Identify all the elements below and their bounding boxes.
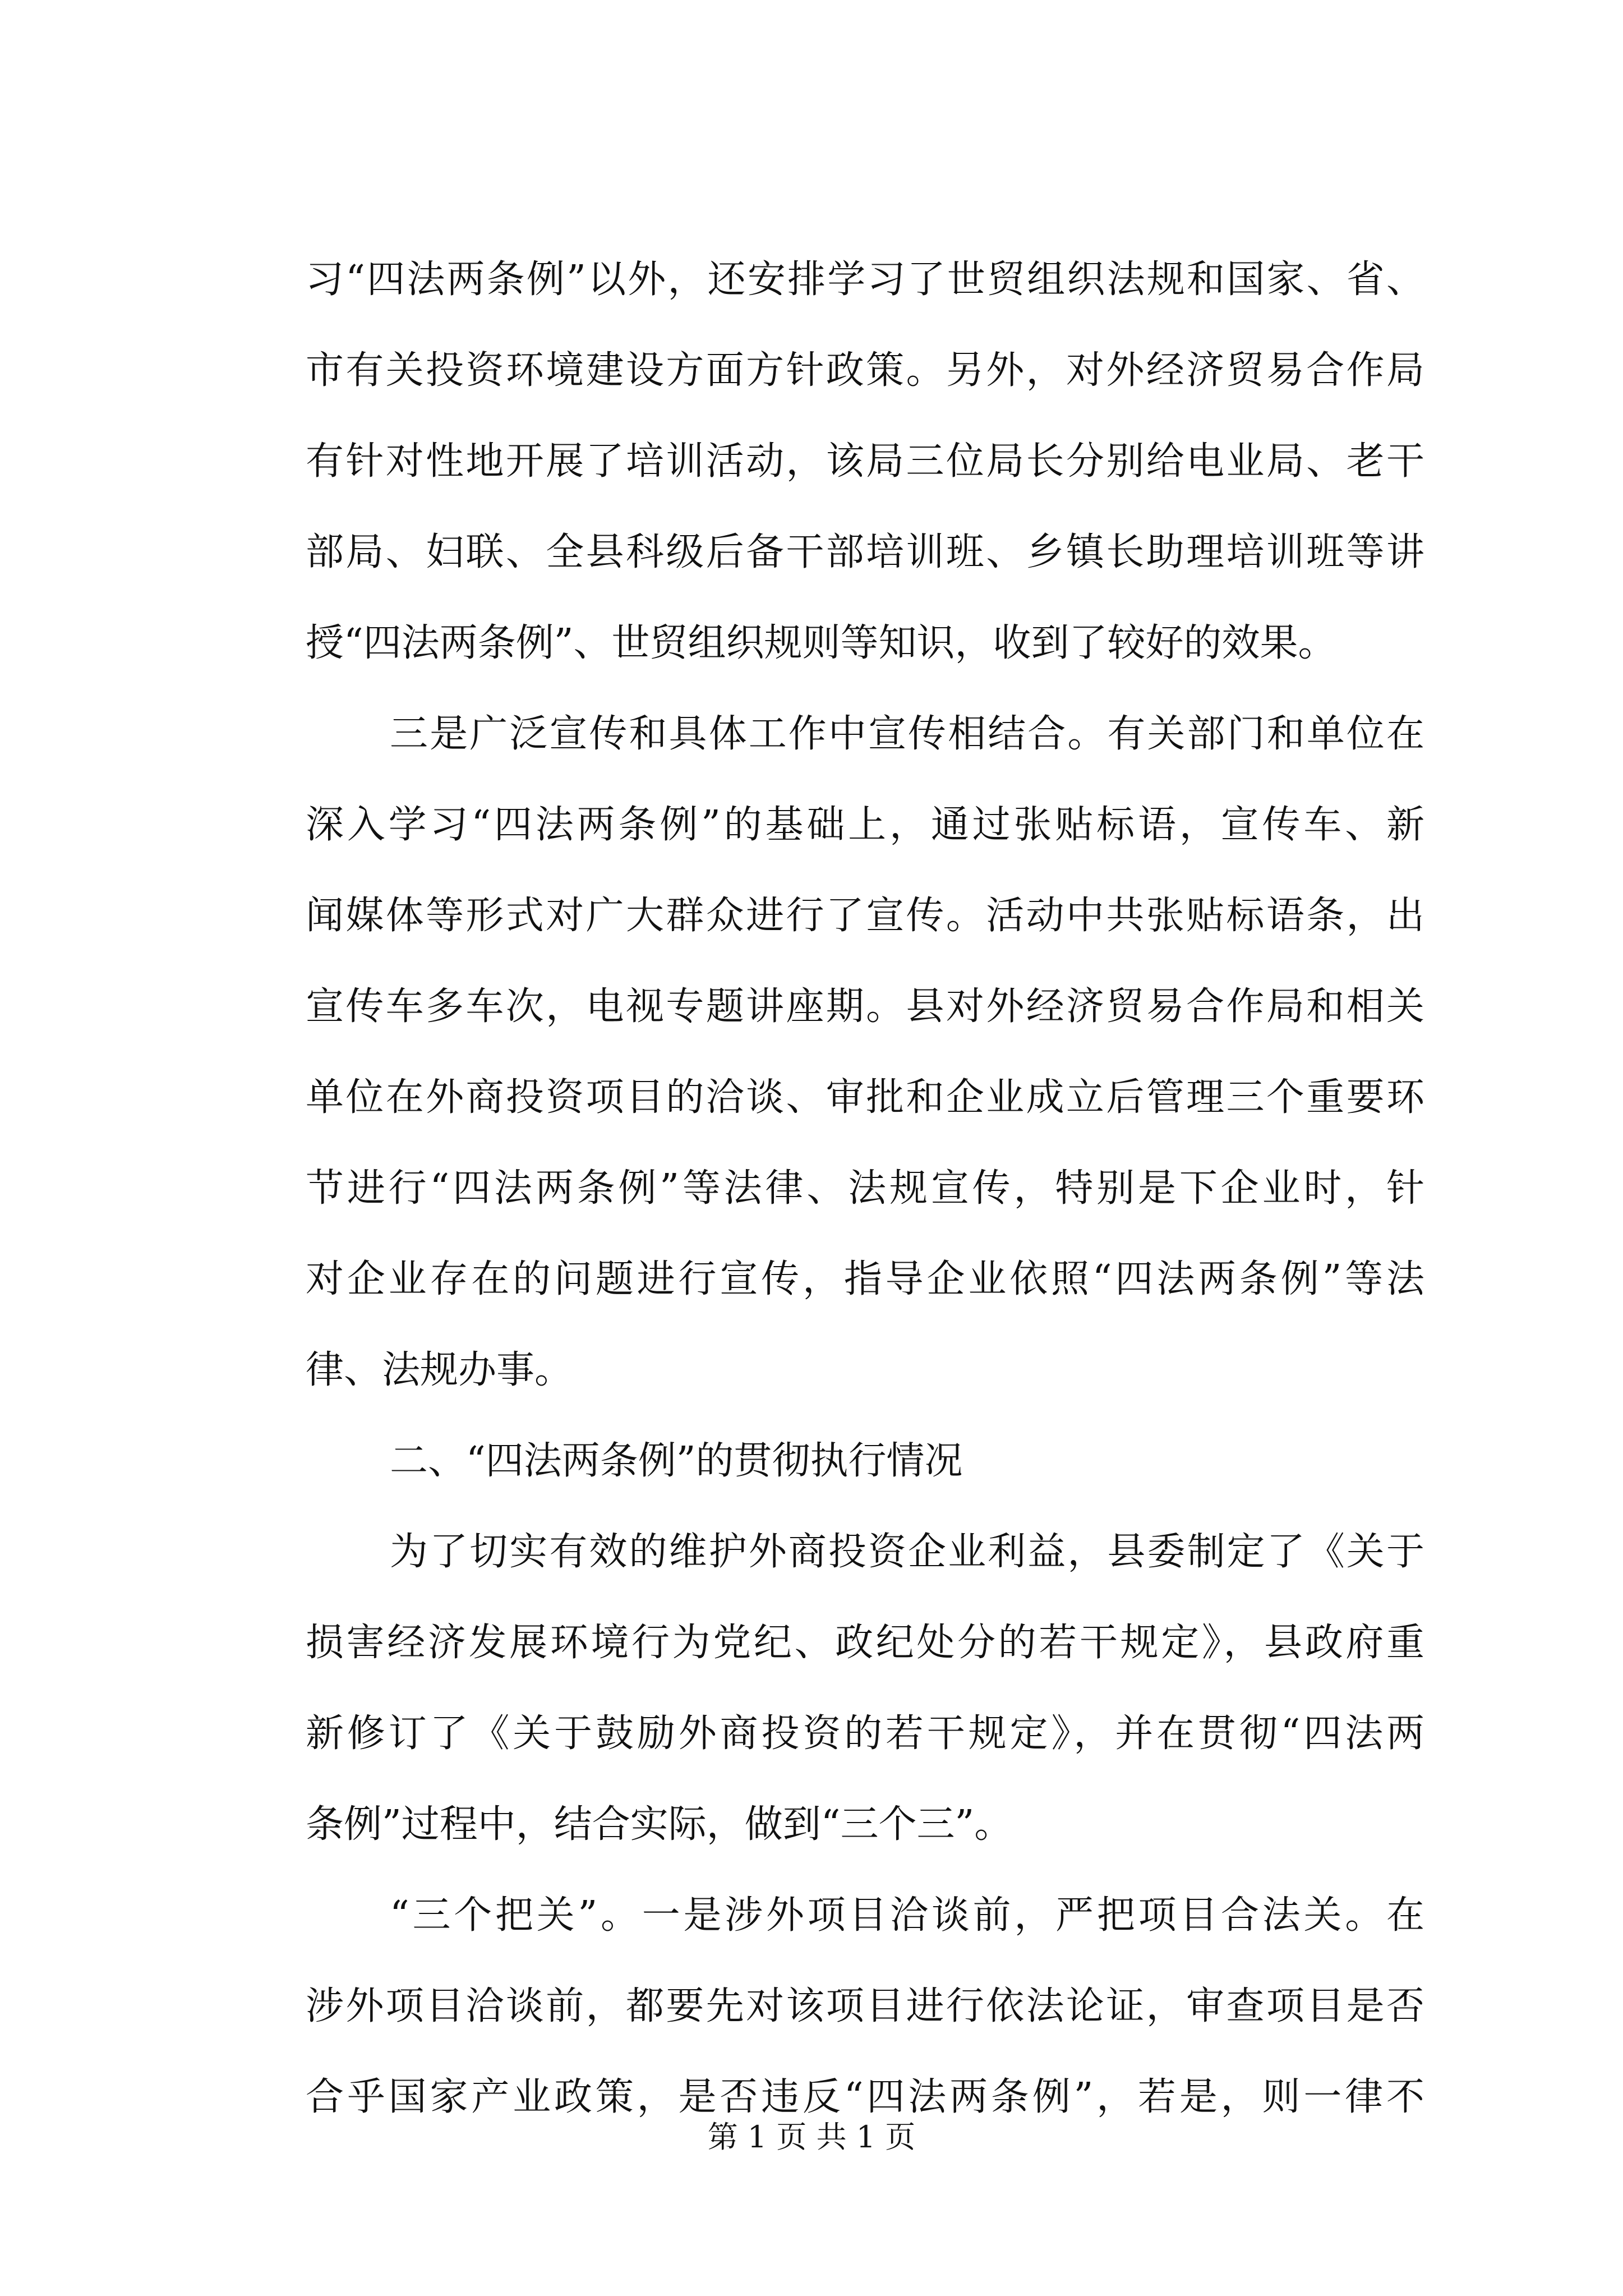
text-line: 新修订了《关于鼓励外商投资的若干规定》，并在贯彻“四法两: [306, 1711, 1424, 1756]
document-body: [306, 234, 1424, 2143]
text-line: 合乎国家产业政策，是否违反“四法两条例”，若是，则一律不: [306, 2075, 1424, 2119]
text-line: 宣传车多车次，电视专题讲座期。县对外经济贸易合作局和相关: [306, 984, 1424, 1029]
text-line: 节进行“四法两条例”等法律、法规宣传，特别是下企业时，针: [306, 1166, 1424, 1211]
text-line: 损害经济发展环境行为党纪、政纪处分的若干规定》，县政府重: [306, 1621, 1424, 1665]
text-line: 律、法规办事。: [306, 1348, 573, 1392]
text-line: 闻媒体等形式对广大群众进行了宣传。活动中共张贴标语条，出: [306, 894, 1424, 938]
page-footer: 第 1 页 共 1 页: [707, 2119, 916, 2155]
text-line: 条例”过程中，结合实际，做到“三个三”。: [306, 1802, 1013, 1847]
text-line: 部局、妇联、全县科级后备干部培训班、乡镇长助理培训班等讲: [306, 530, 1424, 574]
text-line: 涉外项目洽谈前，都要先对该项目进行依法论证，审查项目是否: [306, 1984, 1424, 2028]
text-line: 为了切实有效的维护外商投资企业利益，县委制定了《关于: [390, 1530, 1424, 1574]
text-line: 三是广泛宣传和具体工作中宣传相结合。有关部门和单位在: [390, 712, 1424, 756]
text-line: 二、“四法两条例”的贯彻执行情况: [390, 1439, 963, 1483]
text-line: 市有关投资环境建设方面方针政策。另外，对外经济贸易合作局: [306, 348, 1424, 393]
text-line: 对企业存在的问题进行宣传，指导企业依照“四法两条例”等法: [306, 1257, 1424, 1301]
text-line: 深入学习“四法两条例”的基础上，通过张贴标语，宣传车、新: [306, 803, 1424, 847]
text-line: “三个把关”。一是涉外项目洽谈前，严把项目合法关。在: [390, 1893, 1424, 1938]
text-line: 习“四法两条例”以外，还安排学习了世贸组织法规和国家、省、: [306, 257, 1424, 302]
text-line: 有针对性地开展了培训活动，该局三位局长分别给电业局、老干: [306, 439, 1424, 484]
text-line: 授“四法两条例”、世贸组织规则等知识，收到了较好的效果。: [306, 621, 1336, 665]
text-line: 单位在外商投资项目的洽谈、审批和企业成立后管理三个重要环: [306, 1075, 1424, 1120]
